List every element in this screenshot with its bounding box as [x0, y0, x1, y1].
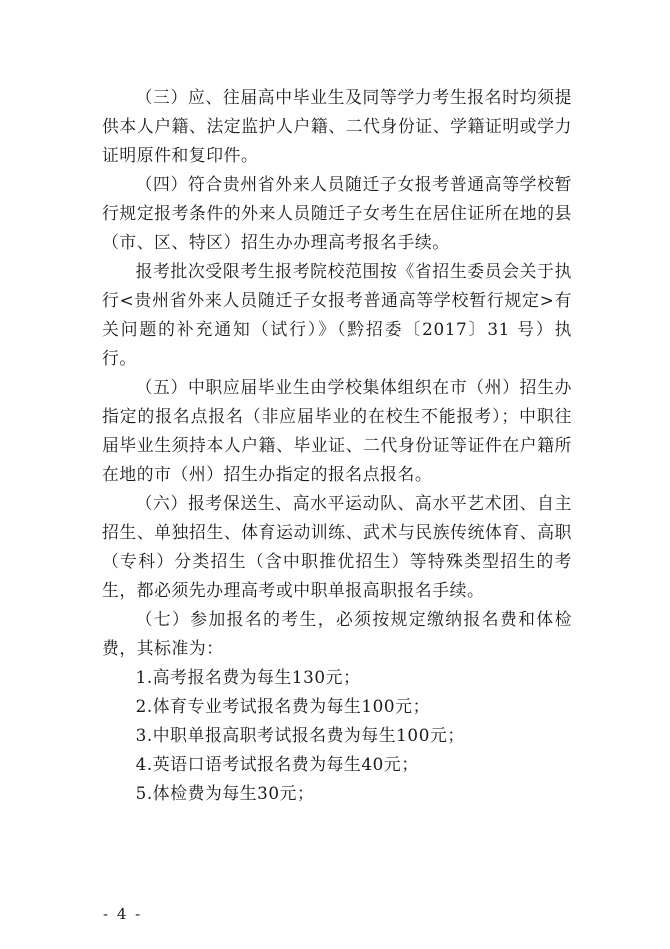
- fee-item-vocational: 3.中职单报高职考试报名费为每生100元；: [135, 725, 465, 745]
- paragraph-3-id-requirements: （三）应、往届高中毕业生及同等学力考生报名时均须提供本人户籍、法定监护人户籍、二代身份证、学籍证明或学力证明原件和复印件。: [102, 87, 572, 165]
- page-number: - 4 -: [103, 905, 143, 923]
- fee-item-physical-exam: 5.体检费为每生30元；: [135, 783, 315, 803]
- paragraph-5-vocational-graduates: （五）中职应届毕业生由学校集体组织在市（州）招生办指定的报名点报名（非应届毕业的在校生不能报考）；中职往届毕业生须持本人户籍、毕业证、二代身份证等证件在户籍所在地的市（州）招生办指定的报名点报名。: [102, 377, 572, 484]
- document-body: [102, 83, 572, 808]
- paragraph-batch-restriction: 报考批次受限考生报考院校范围按《省招生委员会关于执行<贵州省外来人员随迁子女报考普通高等学校暂行规定>有关问题的补充通知（试行）》（黔招委〔2017〕31 号）执行。: [102, 261, 572, 368]
- paragraph-6-special-admissions: （六）报考保送生、高水平运动队、高水平艺术团、自主招生、单独招生、体育运动训练、武术与民族传统体育、高职（专科）分类招生（含中职推优招生）等特殊类型招生的考生，都必须先办理高考或中职单报高职报名手续。: [102, 493, 572, 600]
- fee-item-oral-english: 4.英语口语考试报名费为每生40元；: [135, 754, 419, 774]
- fee-item-sports: 2.体育专业考试报名费为每生100元；: [135, 696, 430, 716]
- paragraph-4-migrant-children: （四）符合贵州省外来人员随迁子女报考普通高等学校暂行规定报考条件的外来人员随迁子女考生在居住证所在地的县（市、区、特区）招生办办理高考报名手续。: [102, 174, 572, 252]
- paragraph-7-fees: （七）参加报名的考生，必须按规定缴纳报名费和体检费，其标准为：: [102, 609, 572, 658]
- fee-item-gaokao: 1.高考报名费为每生130元；: [135, 667, 361, 687]
